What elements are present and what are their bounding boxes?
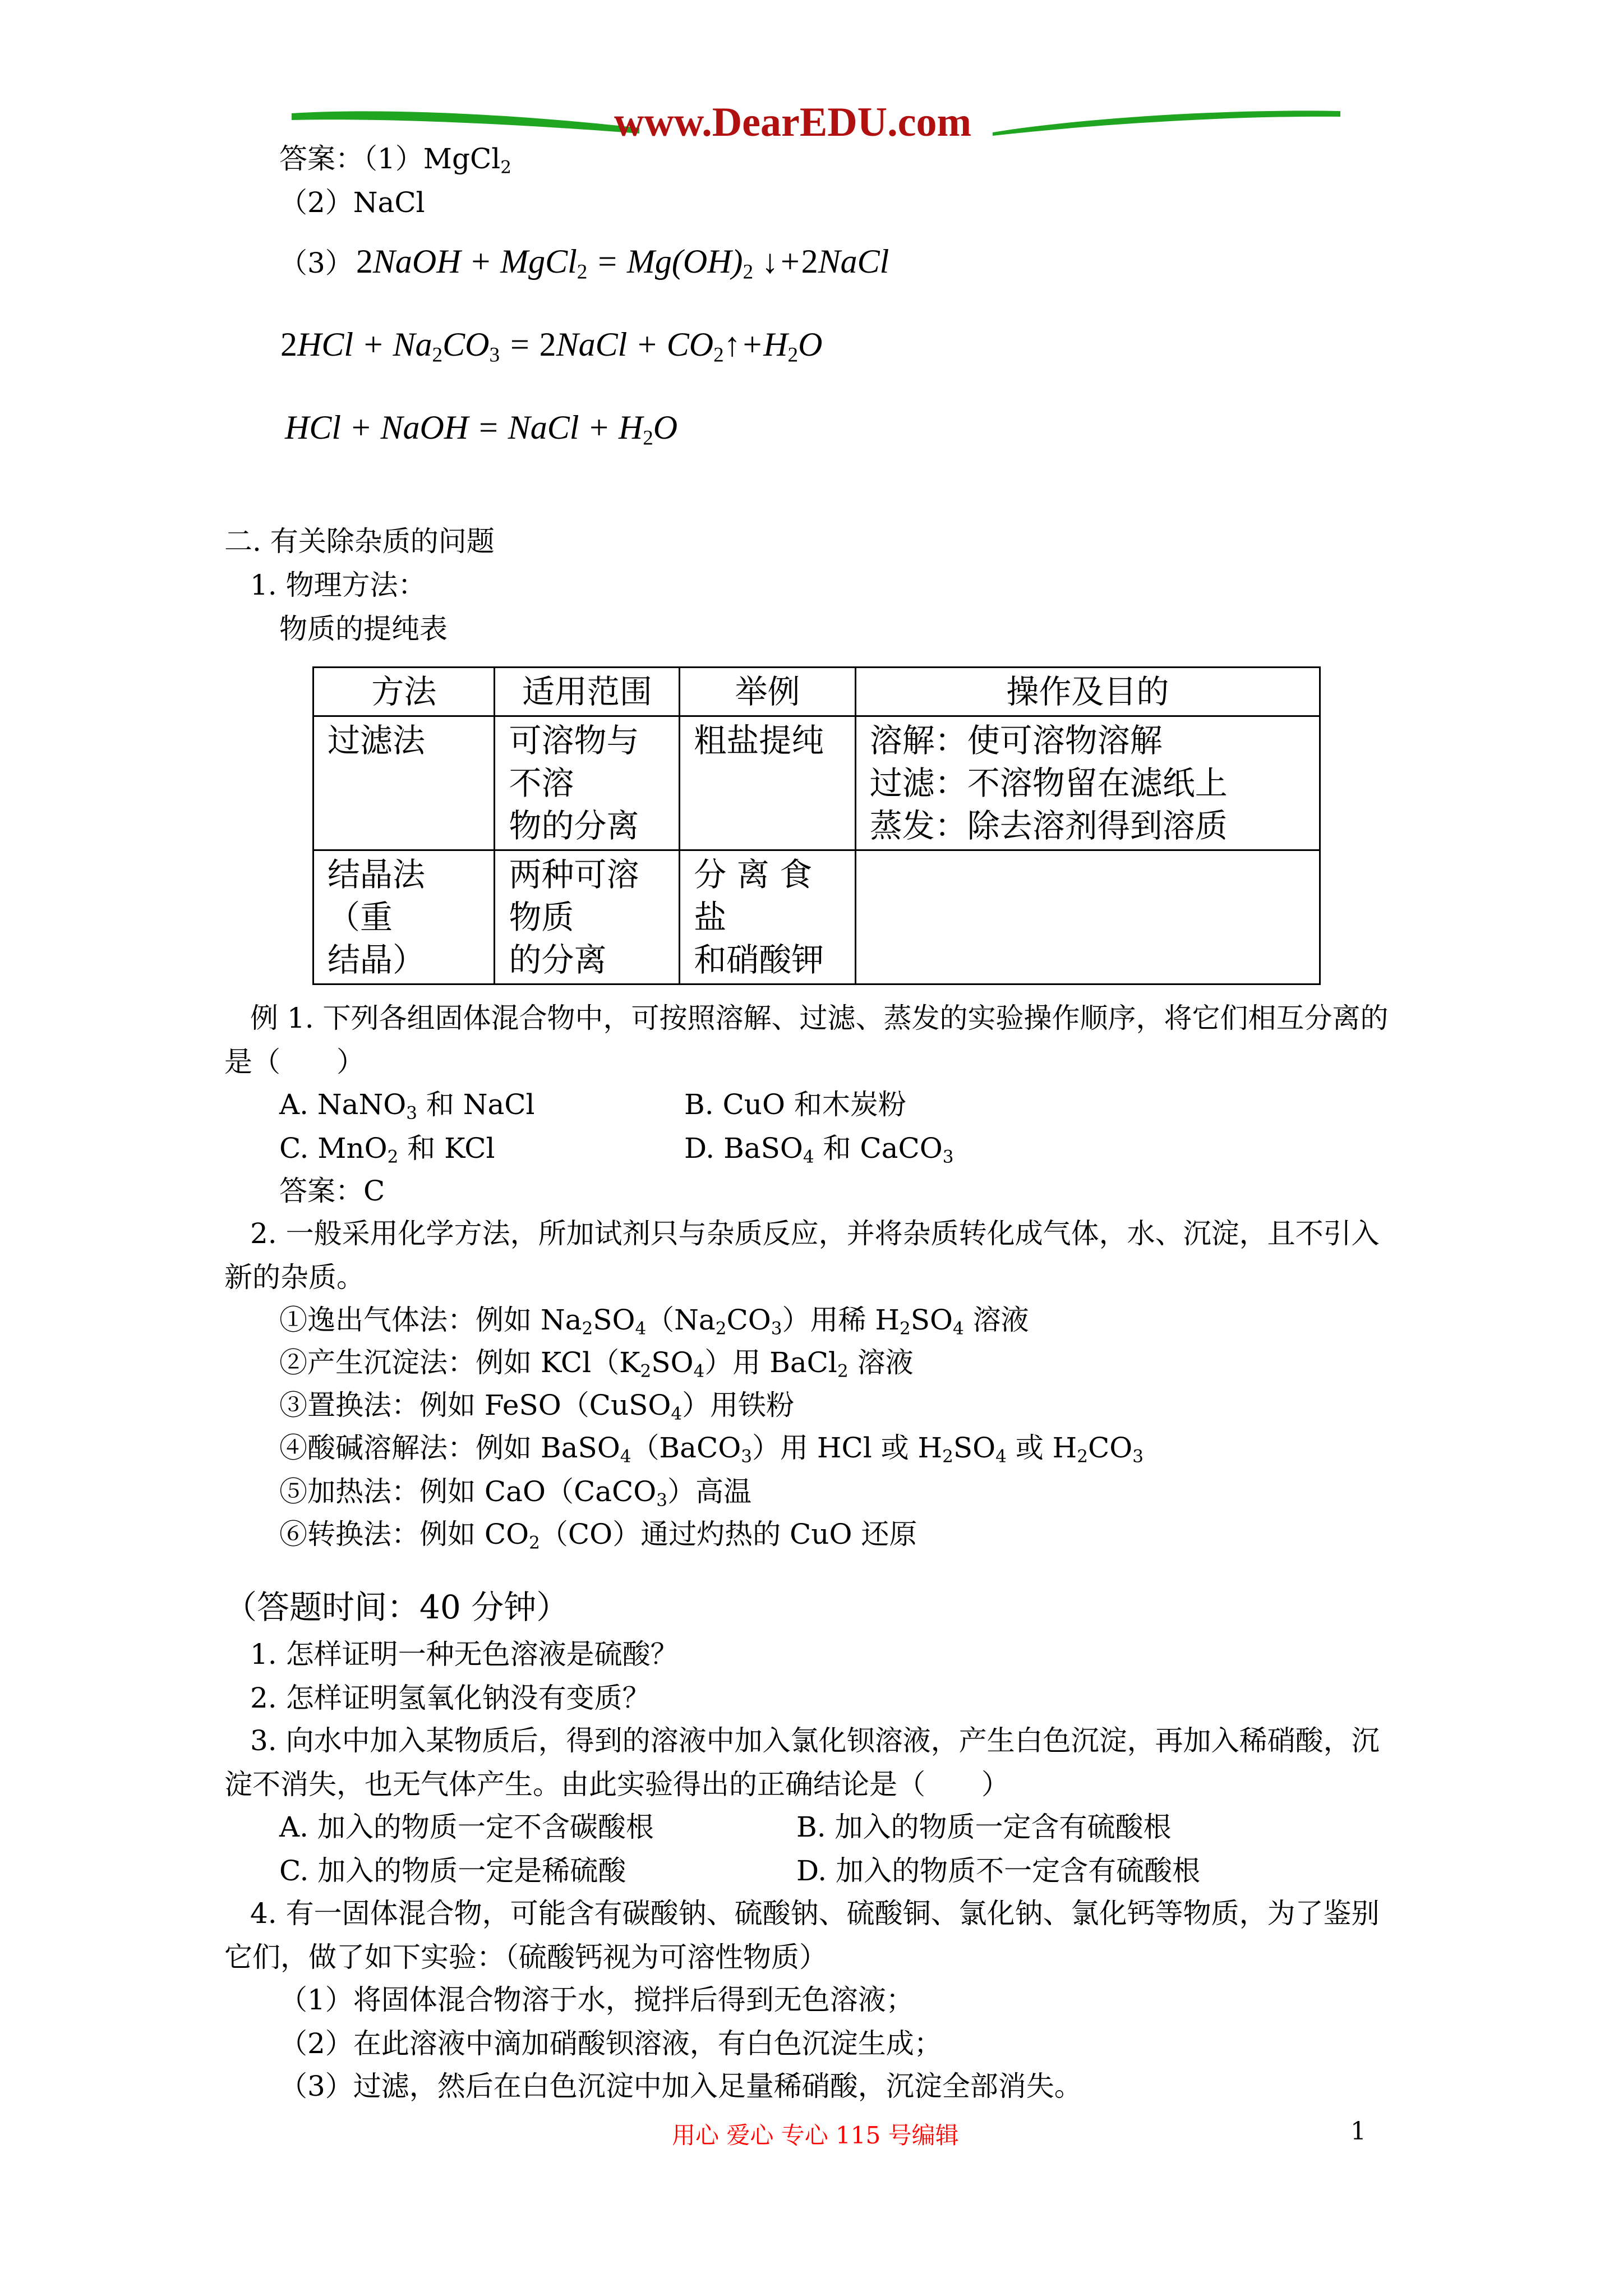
table-cell: 过滤法 xyxy=(313,716,495,850)
option-c: C. MnO$_2$ 和 KCl xyxy=(279,1132,495,1167)
equation-1-formula: 2NaOH + MgCl$_2$ = $Mg(OH)_2$ ↓+2NaCl xyxy=(356,243,889,284)
purification-table xyxy=(312,666,1321,985)
section-title: 二. 有关除杂质的问题 xyxy=(224,525,495,558)
option-b: B. CuO 和木炭粉 xyxy=(684,1088,906,1121)
site-logo: www.DearEDU.com xyxy=(614,99,972,145)
option-d: D. BaSO$_4$ 和 CaCO$_3$ xyxy=(684,1132,954,1167)
answer-1 xyxy=(279,140,511,177)
table-row xyxy=(313,716,1320,850)
table-header-row xyxy=(313,668,1320,716)
table-cell: 可溶物与不溶 物的分离 xyxy=(495,716,680,850)
method-displacement-text: ③置换法：例如 FeSO xyxy=(279,1389,561,1421)
physical-method-heading: 1. 物理方法： xyxy=(250,569,426,601)
example-1-question: 例 1. 下列各组固体混合物中，可按照溶解、过滤、蒸发的实验操作顺序，将它们相互分离的 xyxy=(250,1002,1389,1034)
method-acid-base: ④酸碱溶解法：例如 BaSO$_4$（BaCO$_3$）用 HCl 或 $H_2SO_4$ 或 $H_2CO_3$ xyxy=(279,1432,1144,1467)
green-swoosh-left xyxy=(292,101,639,140)
method-conversion: ⑥转换法：例如 $CO_2(CO)$通过灼热的 CuO 还原 xyxy=(279,1518,917,1553)
example-1-question-cont: 是（ ） xyxy=(224,1046,365,1078)
equation-1 xyxy=(279,242,889,282)
q4-step-2: （2）在此溶液中滴加硝酸钡溶液，有白色沉淀生成； xyxy=(279,2027,942,2060)
table-header-cell: 举例 xyxy=(680,668,855,716)
table-cell: 两种可溶物质 的分离 xyxy=(495,850,680,984)
answer-1-text: 答案：（1）MgCl xyxy=(279,142,501,175)
table-cell: 结晶法（重 结晶） xyxy=(313,850,495,984)
green-swoosh-right xyxy=(993,101,1340,140)
q3-option-a: A. 加入的物质一定不含碳酸根 xyxy=(279,1811,654,1843)
question-3: 3. 向水中加入某物质后，得到的溶液中加入氯化钡溶液，产生白色沉淀，再加入稀硝酸，沉 xyxy=(250,1724,1380,1757)
example-1-answer: 答案：C xyxy=(279,1175,385,1207)
table-header-cell: 操作及目的 xyxy=(855,668,1320,716)
question-3-cont: 淀不消失，也无气体产生。由此实验得出的正确结论是（ ） xyxy=(224,1768,1009,1801)
table-header-cell: 方法 xyxy=(313,668,495,716)
table-row xyxy=(313,850,1320,984)
table-cell: 溶解：使可溶物溶解 过滤：不溶物留在滤纸上 蒸发：除去溶剂得到溶质 xyxy=(855,716,1320,850)
question-1: 1. 怎样证明一种无色溶液是硫酸？ xyxy=(250,1638,679,1671)
q3-option-b: B. 加入的物质一定含有硫酸根 xyxy=(796,1811,1172,1843)
answer-3-label: （3） xyxy=(279,247,353,279)
answer-2: （2）NaCl xyxy=(279,186,425,219)
table-header-cell: 适用范围 xyxy=(495,668,680,716)
method-precipitate: ②产生沉淀法：例如 $KCl(K_2SO_4)$用 BaCl$_2$ 溶液 xyxy=(279,1346,914,1382)
chemical-method-text: 2. 一般采用化学方法，所加试剂只与杂质反应，并将杂质转化成气体，水、沉淀，且不引入 xyxy=(250,1217,1380,1250)
method-gas-escape: ①逸出气体法：例如 $Na_2SO_4(Na_2CO_3)$用稀 $H_2SO_4$ 溶液 xyxy=(279,1304,1029,1339)
method-heating-text: ⑤加热法：例如 CaO（CaCO xyxy=(279,1475,657,1508)
q3-option-c: C. 加入的物质一定是稀硫酸 xyxy=(279,1855,626,1887)
question-4-cont: 它们，做了如下实验：（硫酸钙视为可溶性物质） xyxy=(224,1941,827,1973)
question-2: 2. 怎样证明氢氧化钠没有变质？ xyxy=(250,1682,651,1714)
q4-step-1: （1）将固体混合物溶于水，搅拌后得到无色溶液； xyxy=(279,1984,914,2016)
q3-option-d: D. 加入的物质不一定含有硫酸根 xyxy=(796,1855,1201,1887)
answer-1-subscript: 2 xyxy=(500,157,511,178)
question-4: 4. 有一固体混合物，可能含有碳酸钠、硫酸钠、硫酸铜、氯化钠、氯化钙等物质，为了鉴别 xyxy=(250,1897,1380,1930)
footer-text: 用心 爱心 专心 115 号编辑 xyxy=(672,2122,959,2149)
table-caption: 物质的提纯表 xyxy=(279,613,448,645)
chemical-method-text-cont: 新的杂质。 xyxy=(224,1261,365,1294)
quiz-time: （答题时间：40 分钟） xyxy=(224,1588,569,1626)
q4-step-3: （3）过滤，然后在白色沉淀中加入足量稀硝酸，沉淀全部消失。 xyxy=(279,2070,1082,2102)
page-number: 1 xyxy=(1350,2117,1366,2146)
method-displacement: ③置换法：例如 FeSO（CuSO$_4$）用铁粉 xyxy=(279,1389,795,1424)
method-heating: ⑤加热法：例如 CaO（CaCO$_3$）高温 xyxy=(279,1475,751,1511)
option-a: A. NaNO$_3$ 和 NaCl xyxy=(279,1088,535,1124)
equation-3: HCl + NaOH = NaCl + $H_2O$ xyxy=(285,409,678,450)
equation-2: $2HCl + Na_2CO_3$ = 2NaCl + $CO_2↑+H_2O$ xyxy=(280,326,823,367)
table-cell: 粗盐提纯 xyxy=(680,716,855,850)
table-cell xyxy=(855,850,1320,984)
method-heating-tail: ）高温 xyxy=(667,1475,751,1508)
table-cell: 分 离 食 盐 和硝酸钾 xyxy=(680,850,855,984)
